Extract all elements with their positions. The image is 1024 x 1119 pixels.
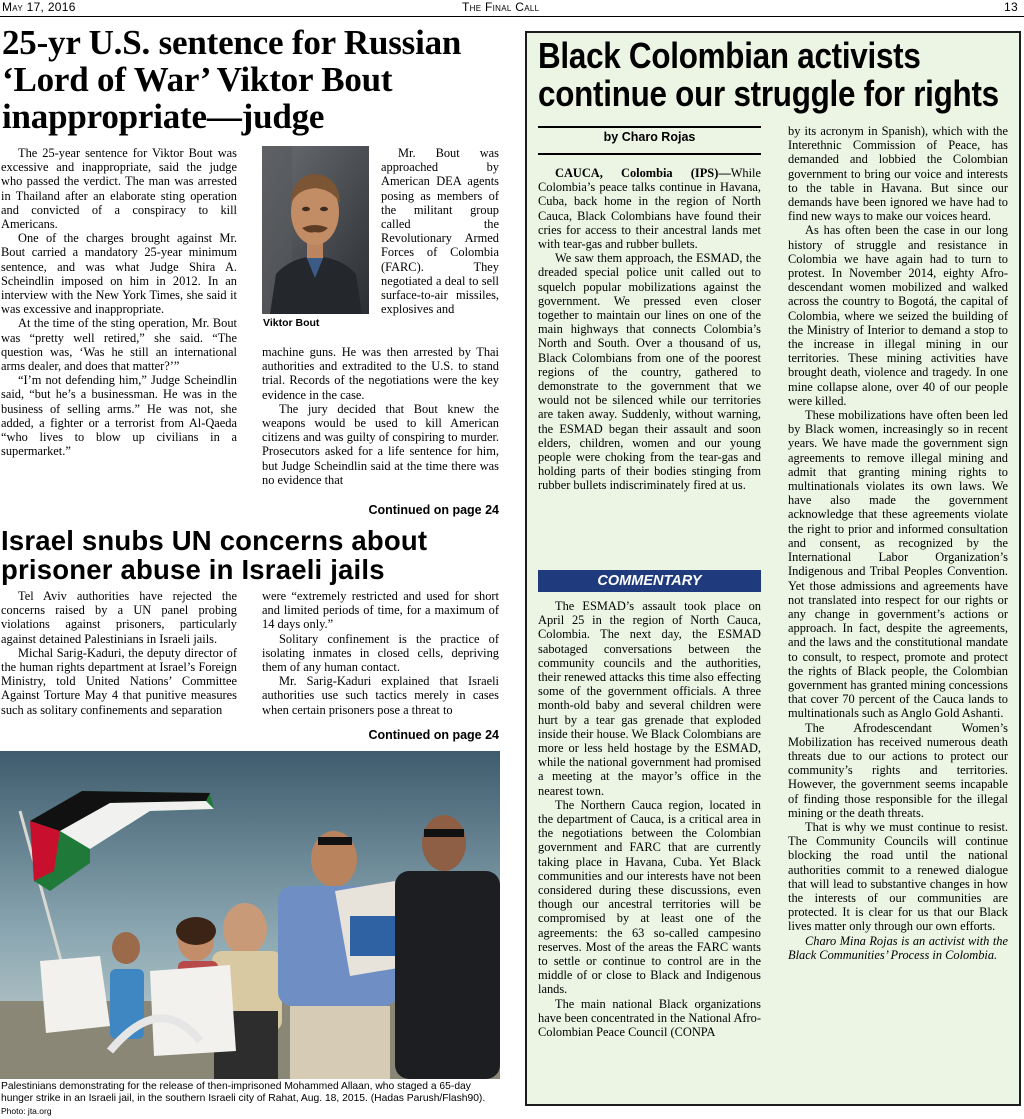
paragraph: As has often been the case in our long history of struggle and resistance in Colombia we have again had to turn to protest. In November 2014, eighty Afro-descendant women mobilized and walked across the country to Bogotá, the capital of Colombia, where we seized the building of the Ministry of Interior to demand a stop to the increase in illegal mining in our territories. These mining activities have brought death, violence and tragedy. In one mine collapse alone, over 40 of our people were killed.: [788, 223, 1008, 408]
paragraph: Solitary confinement is the practice of isolating inmates in closed cells, depriving them of any human contact.: [262, 631, 499, 675]
page-number: 13: [1004, 0, 1018, 14]
paragraph: Mr. Sarig-Kaduri explained that Israeli authorities use such tactics merely in cases when certain prisoners pose a threat to: [262, 674, 499, 717]
paragraph: The main national Black organizations have been concentrated in the National Afro-Colombian Peace Council (CONPA: [538, 996, 761, 1040]
portrait-illustration: [262, 146, 369, 314]
israel-headline: Israel snubs UN concerns about prisoner abuse in Israeli jails: [1, 525, 428, 585]
photo-credit: Photo: jta.org: [1, 1106, 52, 1117]
sidebar-column-1-top: [538, 166, 761, 493]
commentary-banner: COMMENTARY: [538, 570, 761, 592]
bout-continued-link[interactable]: Continued on page 24: [368, 503, 499, 517]
bout-photo-caption: Viktor Bout: [263, 317, 320, 329]
paragraph: These mobilizations have often been led by Black women, increasingly so in recent years. We have made the government sign agreements to remove illegal mining and admit that granting mining rights to multinationals violates its own laws. We have also made the government acknowledge that these agreements violate the right to prior and informed consultation and consent, as recognized by the International Labor Organization’s Indigenous and Tribal Peoples Convention. Yet those admissions and agreements have not translated into respect for our rights or any change in government’s actions or approach. In fact, despite the agreements, and the laws and the constitutional mandate to consult, to respect, promote and protect the rights of Black people, the Colombian government has granted mining concessions that cover 70 percent of the Cauca lands to multinationals such as Anglo Gold Ashanti.: [788, 408, 1008, 721]
protest-photo-caption: [1, 1081, 501, 1119]
lead-text: While Colombia’s peace talks continue in Havana, Cuba, back home in the region of North Cauca, Black Colombians have found their cries for access to their ancestral lands met with tear-gas and rubber bullets.: [538, 166, 761, 252]
paragraph: [538, 166, 761, 251]
israel-continued-link[interactable]: Continued on page 24: [368, 728, 499, 742]
sidebar-column-2: [788, 124, 1008, 962]
running-header: [0, 0, 1024, 17]
bout-column-2-bottom: [262, 345, 499, 487]
issue-date: May 17, 2016: [2, 0, 76, 14]
paragraph: The ESMAD’s assault took place on April 25 in the region of North Cauca, Colombia. The next day, the ESMAD sabotaged conversations between the community councils and the authorities, their renewed attacks this time also effecting some of the government officials. A three month-old baby and several children were hurt by a tear gas grenade that exploded inside their house. We Black Colombians are more or less held hostage by the ESMAD, while the national government had promised a meeting at the mayor’s office in the nearest town.: [538, 599, 761, 798]
paragraph: Michal Sarig-Kaduri, the deputy director of the human rights department at Israel’s Foreign Ministry, told United Nations’ Committee Against Torture May 4 that punitive measures such as solitary confinements and separation: [1, 645, 237, 717]
paragraph: Tel Aviv authorities have rejected the concerns raised by a UN panel probing violations against prisoners, particularly against detained Palestinians in Israeli jails.: [1, 589, 237, 646]
byline: by Charo Rojas: [603, 130, 696, 144]
byline-rule-top: [538, 126, 761, 128]
bout-headline: 25-yr U.S. sentence for Russian ‘Lord of War’ Viktor Bout inappropriate—judge: [2, 23, 462, 136]
paragraph: machine guns. He was then arrested by Thai authorities and extradited to the U.S. to stand trial. Records of the negotiations were the key evidence in the case.: [262, 345, 499, 402]
paragraph: At the time of the sting operation, Mr. Bout was “pretty well retired,” she said. “The question was, ‘Was he still an international arms dealer, and does that matter?’”: [1, 316, 237, 374]
bout-column-1: [1, 146, 237, 458]
paragraph: Mr. Bout was approached by American DEA agents posing as members of the militant group called the Revolutionary Armed Forces of Colombia (FARC). They negotiated a deal to sell surface-to-air missiles, explosives and: [381, 146, 499, 317]
paragraph: One of the charges brought against Mr. Bout carried a mandatory 25-year minimum sentence, and was what Judge Shira A. Scheindlin imposed on him in 2012. In an interview with the New York Times, she said it was excessive and inappropriate.: [1, 231, 237, 317]
paragraph: were “extremely restricted and used for short and limited periods of time, for a maximum of 14 days only.”: [262, 589, 499, 632]
paragraph: The Northern Cauca region, located in the department of Cauca, is a critical area in the negotiations between the Colombian government and FARC that are currently taking place in Havana, Cuba. Yet Black communities and our interests have not been considered during these discussions, even though our ancestral territories will be compromised by at least one of the agreements: the 63 so-called campesino reserves. Most of the areas the FARC wants to settle or continue to control are in the middle of or close to Black and Indigenous lands.: [538, 797, 761, 997]
paragraph: “I’m not defending him,” Judge Scheindlin said, “but he’s a businessman. He was in the business of selling arms.” He was not, she added, a fighter or a terrorist from Al-Qaeda “who lives to blow up civilians in a supermarket.”: [1, 373, 237, 459]
publication-name: The Final Call: [462, 0, 540, 14]
israel-column-1: [1, 589, 237, 717]
sidebar-column-1-bottom: [538, 599, 761, 1039]
israel-column-2: [262, 589, 499, 717]
paragraph: That is why we must continue to resist. The Community Councils will continue blocking the road until the national authorities commit to a renewed dialogue that will lead to substantive changes in how the interests of our communities are protected. It is clear for us that our Black lives matter only through our own efforts.: [788, 819, 1008, 934]
sidebar-headline: Black Colombian activists continue our struggle for rights: [538, 35, 999, 114]
paragraph: The 25-year sentence for Viktor Bout was excessive and inappropriate, said the judge who passed the verdict. The man was arrested in Thailand after an elaborate sting operation and convicted of a conspiracy to kill Americans.: [1, 146, 237, 232]
paragraph: The Afrodescendant Women’s Mobilization has received numerous death threats due to our actions to protect our community’s rights and territories. However, the government seems incapable of finding those responsible for the illegal mining or the death threats.: [788, 720, 1008, 820]
viktor-bout-photo: [262, 146, 369, 314]
protest-photo: [0, 751, 500, 1079]
paragraph: by its acronym in Spanish), which with the Interethnic Commission of Peace, has demanded and lobbied the Colombian government to bring our voice and interests to the table in Havana. But since our demands have been ignored we have had to find new ways to make our voices heard.: [788, 124, 1008, 224]
commentary-sidebar: [525, 31, 1021, 1106]
bout-column-2-top: [381, 146, 499, 316]
paragraph: We saw them approach, the ESMAD, the dreaded special police unit called out to squelch popular mobilizations against the government. We pressed even closer together to maintain our lines on one of the main highways that connects Colombia’s North and South. Over a thousand of us, Black Colombians from one of the poorest regions of the country, gathered to demonstrate to the government that we would not be silenced while our territories are taken away. Suddenly, without warning, the ESMAD began their assault and soon elders, children, women and our young people were choking from the tear-gas and holding parts of their bodies stinging from rubber bullets indiscriminately fired at us.: [538, 251, 761, 493]
caption-text: Palestinians demonstrating for the release of then-imprisoned Mohammed Allaan, who staged a 65-day hunger strike in an Israeli jail, in the southern Israeli city of Rahat, Aug. 18, 2015. (Hadas Parush/Flash90).: [1, 1081, 486, 1105]
protest-scene-illustration: [0, 751, 500, 1079]
byline-rule-bottom: [538, 153, 761, 155]
author-tagline: Charo Mina Rojas is an activist with the Black Communities’ Process in Colombia.: [788, 933, 1008, 962]
paragraph: The jury decided that Bout knew the weapons would be used to kill American citizens and was guilty of conspiring to murder. Prosecutors asked for a life sentence for him, but Judge Scheindlin said at the time there was no evidence that: [262, 401, 499, 487]
dateline: CAUCA, Colombia (IPS)—: [555, 166, 731, 180]
